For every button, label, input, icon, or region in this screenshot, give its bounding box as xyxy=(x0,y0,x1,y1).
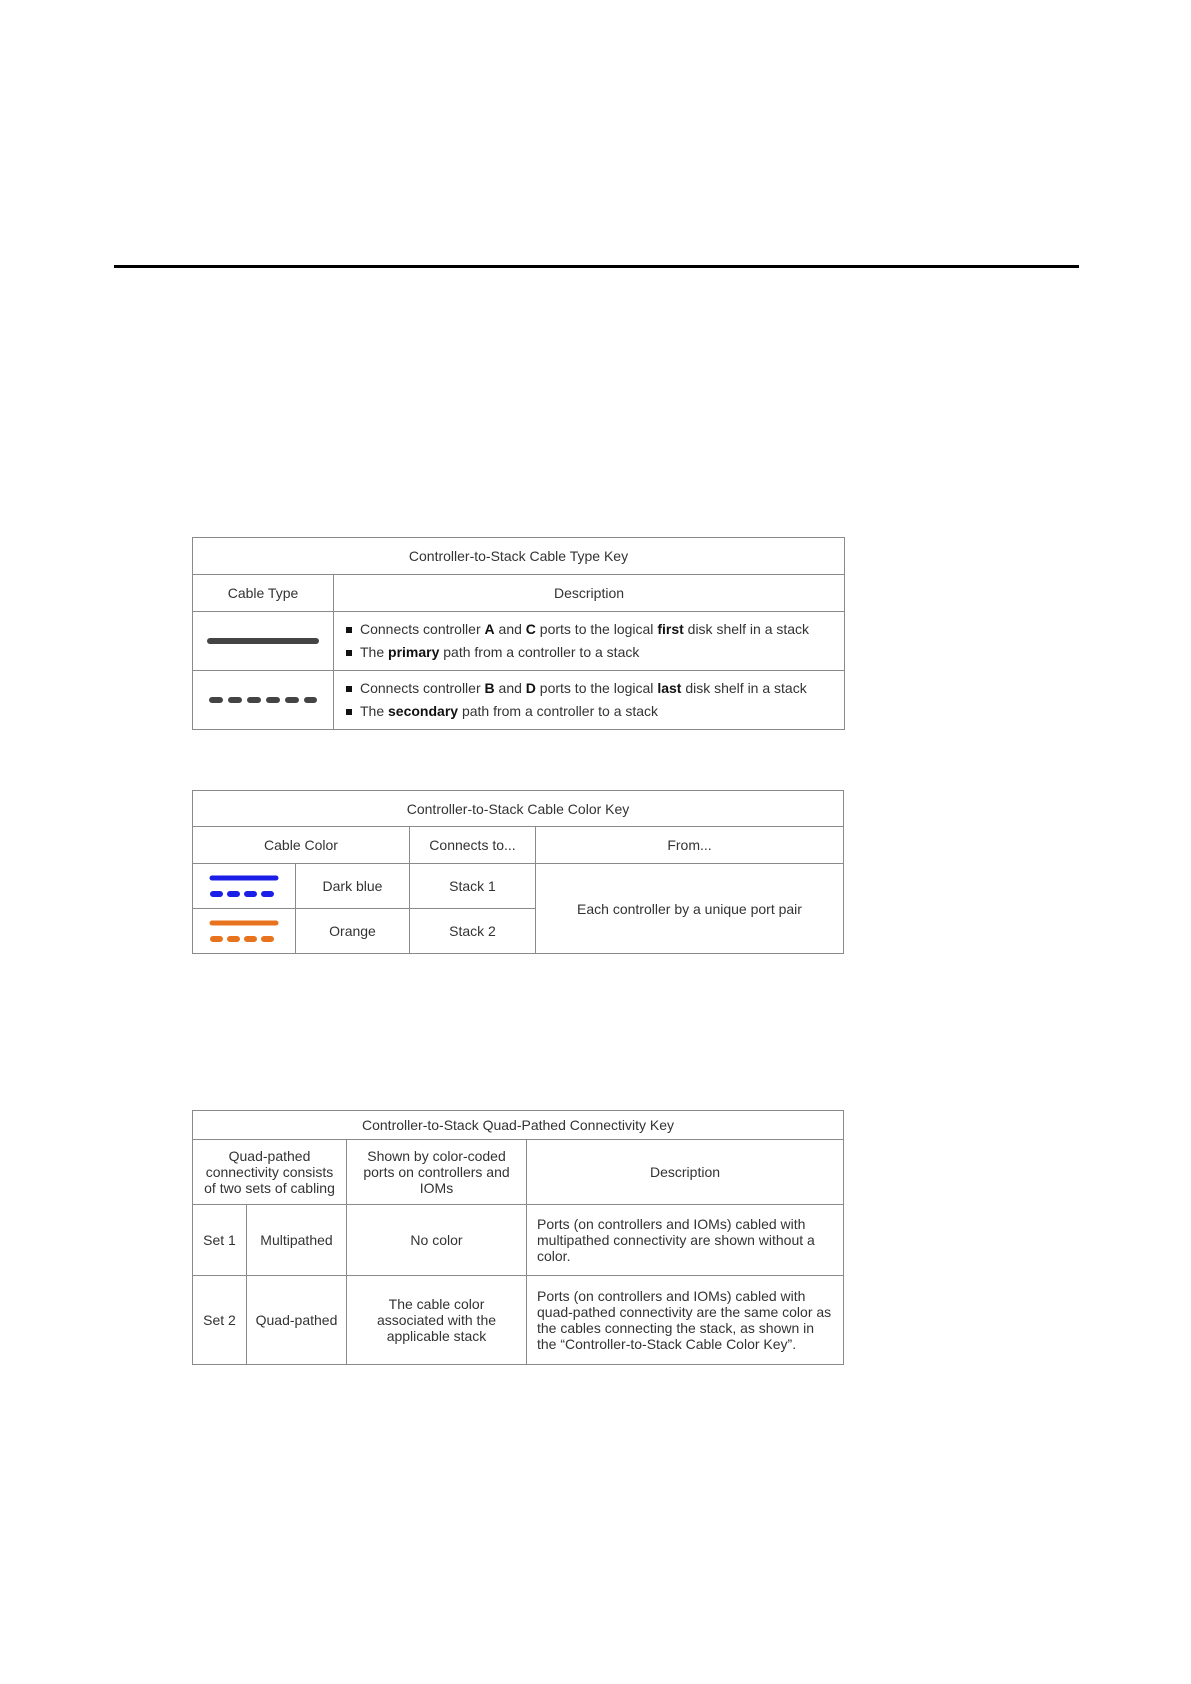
bullet-square-icon xyxy=(346,650,352,656)
shown-by-cell: No color xyxy=(347,1205,527,1276)
column-header-description: Description xyxy=(527,1140,844,1205)
solid-cable-line-icon xyxy=(207,636,319,646)
table-title: Controller-to-Stack Cable Color Key xyxy=(193,791,844,827)
dark-blue-cable-swatch-icon xyxy=(208,873,280,899)
description-cell xyxy=(334,612,845,671)
column-header-cable-type: Cable Type xyxy=(193,575,334,612)
bullet-item: Connects controller B and D ports to the logical last disk shelf in a stack xyxy=(346,677,844,700)
bullet-item: Connects controller A and C ports to the logical first disk shelf in a stack xyxy=(346,618,844,641)
solid-line-cell xyxy=(193,612,334,671)
set-label-cell: Set 2 xyxy=(193,1276,247,1365)
dashed-cable-line-icon xyxy=(207,695,319,705)
cable-type-key-table xyxy=(192,537,845,730)
path-type-cell: Multipathed xyxy=(247,1205,347,1276)
dashed-line-cell xyxy=(193,671,334,730)
bullet-square-icon xyxy=(346,709,352,715)
column-header-sets: Quad-pathed connectivity consists of two sets of cabling xyxy=(193,1140,347,1205)
path-type-cell: Quad-pathed xyxy=(247,1276,347,1365)
orange-cable-swatch-icon xyxy=(208,918,280,944)
color-name-cell: Orange xyxy=(296,909,410,954)
table-title: Controller-to-Stack Quad-Pathed Connectivity Key xyxy=(193,1111,844,1140)
color-name-cell: Dark blue xyxy=(296,864,410,909)
shown-by-cell: The cable color associated with the applicable stack xyxy=(347,1276,527,1365)
column-header-description: Description xyxy=(334,575,845,612)
bullet-square-icon xyxy=(346,686,352,692)
column-header-connects-to: Connects to... xyxy=(410,827,536,864)
from-cell: Each controller by a unique port pair xyxy=(536,864,844,954)
cable-color-key-table xyxy=(192,790,844,954)
connects-to-cell: Stack 1 xyxy=(410,864,536,909)
swatch-cell xyxy=(193,909,296,954)
header-rule xyxy=(114,265,1079,268)
description-cell xyxy=(334,671,845,730)
bullet-item: The primary path from a controller to a stack xyxy=(346,641,844,664)
column-header-cable-color: Cable Color xyxy=(193,827,410,864)
column-header-from: From... xyxy=(536,827,844,864)
column-header-shown-by: Shown by color-coded ports on controllers and IOMs xyxy=(347,1140,527,1205)
set-label-cell: Set 1 xyxy=(193,1205,247,1276)
swatch-cell xyxy=(193,864,296,909)
table-title: Controller-to-Stack Cable Type Key xyxy=(193,538,845,575)
description-cell: Ports (on controllers and IOMs) cabled with multipathed connectivity are shown without a color. xyxy=(527,1205,844,1276)
description-cell: Ports (on controllers and IOMs) cabled with quad-pathed connectivity are the same color as the cables connecting the stack, as shown in the “Controller-to-Stack Cable Color Key”. xyxy=(527,1276,844,1365)
connects-to-cell: Stack 2 xyxy=(410,909,536,954)
bullet-item: The secondary path from a controller to a stack xyxy=(346,700,844,723)
quad-pathed-key-table xyxy=(192,1110,844,1365)
bullet-square-icon xyxy=(346,627,352,633)
